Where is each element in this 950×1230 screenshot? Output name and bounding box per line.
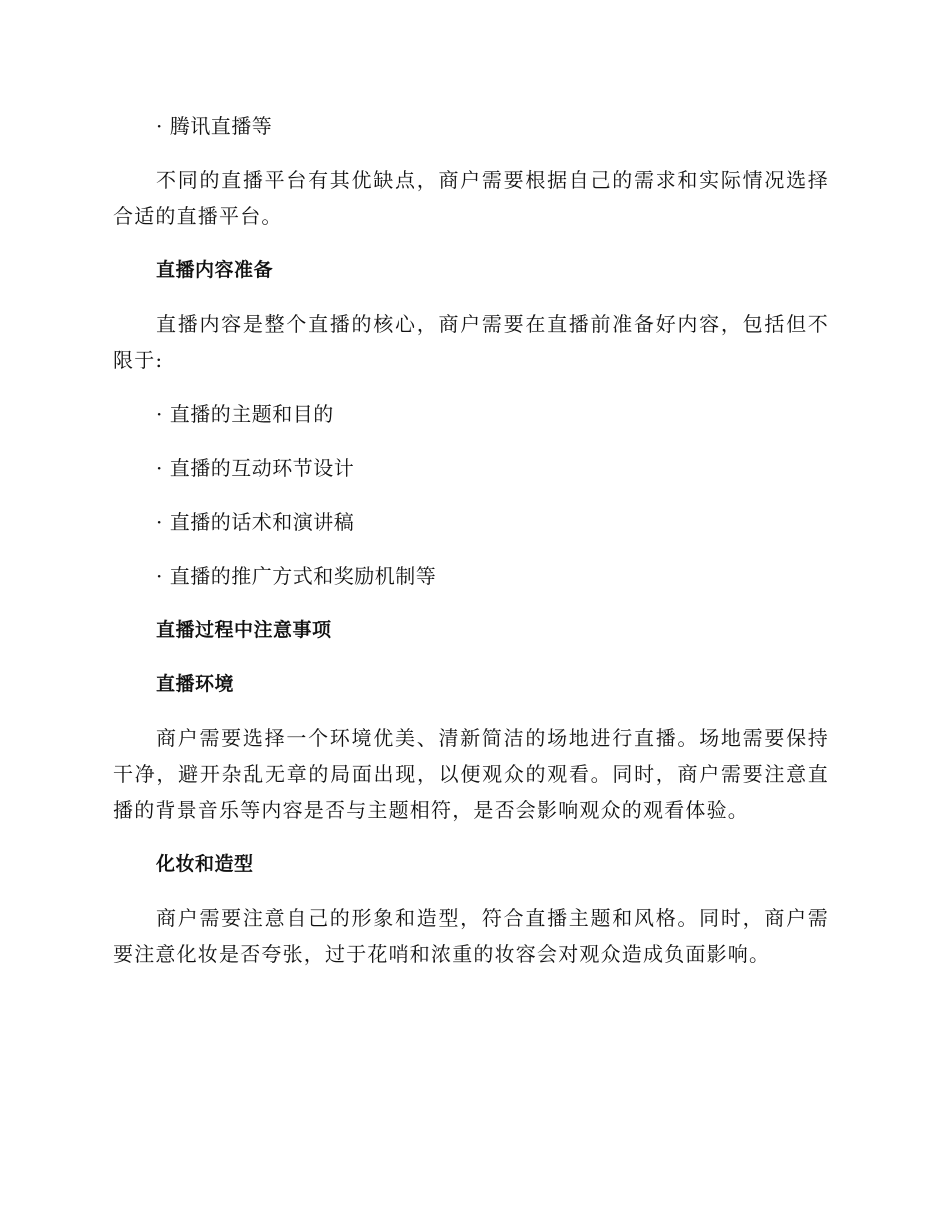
- bullet-tencent-live: · 腾讯直播等: [156, 114, 273, 138]
- heading-content-preparation: 直播内容准备: [156, 259, 274, 281]
- paragraph-platform-choice: 不同的直播平台有其优缺点，商户需要根据自己的需求和实际情况选择合适的直播平台。: [113, 168, 829, 228]
- bullet-theme-purpose: · 直播的主题和目的: [156, 402, 334, 426]
- bullet-interaction-design: · 直播的互动环节设计: [156, 456, 355, 480]
- paragraph-content-core: 直播内容是整个直播的核心，商户需要在直播前准备好内容，包括但不限于:: [113, 312, 829, 372]
- bullet-promotion-rewards: · 直播的推广方式和奖励机制等: [156, 564, 437, 588]
- bullet-script-speech: · 直播的话术和演讲稿: [156, 510, 355, 534]
- paragraph-environment: 商户需要选择一个环境优美、清新简洁的场地进行直播。场地需要保持干净，避开杂乱无章的局面出现，以便观众的观看。同时，商户需要注意直播的背景音乐等内容是否与主题相符，是否会影响观众的观看体验。: [113, 726, 829, 822]
- heading-live-environment: 直播环境: [156, 673, 235, 695]
- paragraph-makeup: 商户需要注意自己的形象和造型，符合直播主题和风格。同时，商户需要注意化妆是否夸张，过于花哨和浓重的妆容会对观众造成负面影响。: [113, 906, 829, 966]
- document-page: [113, 108, 829, 990]
- heading-live-notes: 直播过程中注意事项: [156, 619, 332, 641]
- heading-makeup-styling: 化妆和造型: [156, 853, 254, 875]
